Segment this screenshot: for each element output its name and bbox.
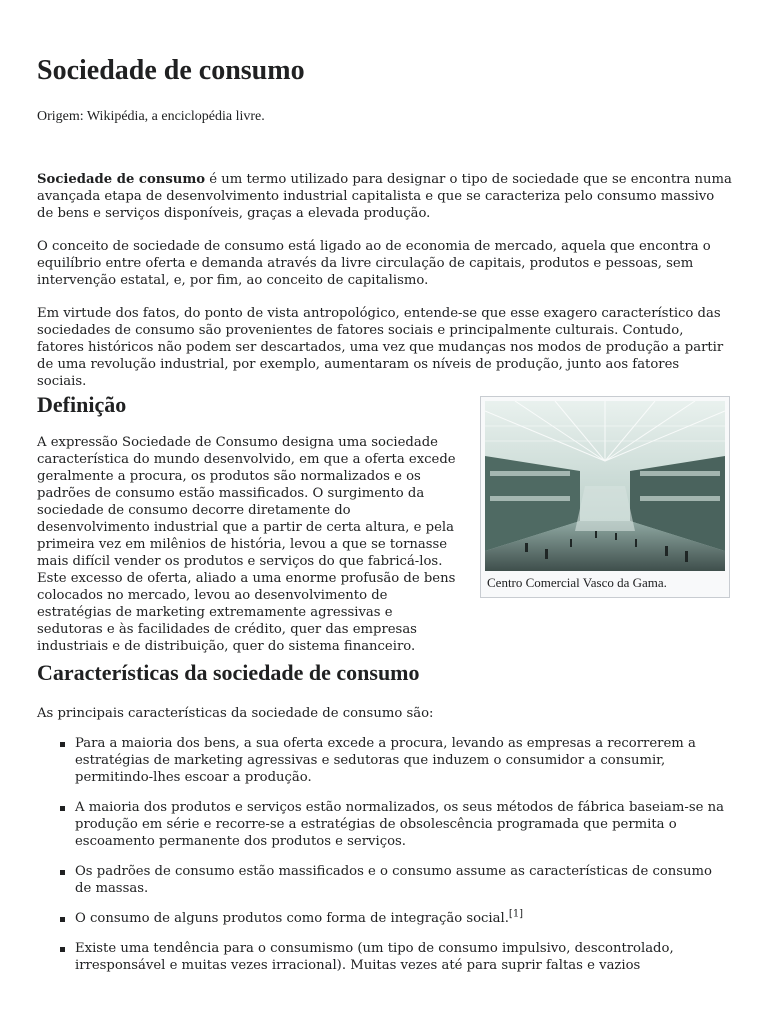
- figure-thumbnail: [480, 396, 730, 598]
- figure-caption: Centro Comercial Vasco da Gama.: [487, 575, 667, 590]
- reference-link[interactable]: [1]: [508, 908, 524, 920]
- caracteristicas-list: [37, 735, 732, 987]
- intro-paragraph-1: [37, 171, 732, 222]
- list-item: Os padrões de consumo estão massificados e o consumo assume as características de consumo de massas.: [75, 863, 732, 897]
- intro-paragraph-3: Em virtude dos fatos, do ponto de vista antropológico, entende-se que esse exagero característico das sociedades de consumo são provenientes de fatores sociais e principalmente culturais. Contudo, fatores históricos não podem ser descartados, uma vez que mudanças nos modos de produção a partir de uma revolução industrial, por exemplo, aumentaram os níveis de produção, junto aos fatores sociais.: [37, 306, 724, 389]
- definicao-paragraph: A expressão Sociedade de Consumo designa uma sociedade característica do mundo desenvolvido, em que a oferta excede geralmente a procura, os produtos são normalizados e os padrões de consumo estão massificados. O surgimento da sociedade de consumo decorre diretamente do desenvolvimento industrial que a partir de certa altura, e pela primeira vez em milênios de história, levou a que se tornasse mais difícil vender os produtos e serviços do que fabricá-los. Este excesso de oferta, aliado a uma enorme profusão de bens colocados no mercado, levou ao desenvolvimento de estratégias de marketing extremamente agressivas e sedutoras e às facilidades de crédito, quer das empresas industriais e de distribuição, quer do sistema financeiro.: [37, 435, 456, 654]
- page-title: Sociedade de consumo: [37, 55, 305, 86]
- caracteristicas-intro: As principais características da sociedade de consumo são:: [37, 706, 434, 721]
- list-item: Para a maioria dos bens, a sua oferta excede a procura, levando as empresas a recorrerem a estratégias de marketing agressivas e sedutoras que induzem o consumidor a consumir, permitindo-lhes escoar a produção.: [75, 735, 732, 786]
- intro-paragraph-2: O conceito de sociedade de consumo está ligado ao de economia de mercado, aquela que encontra o equilíbrio entre oferta e demanda através da livre circulação de capitais, produtos e pessoas, sem intervenção estatal, e, por fim, ao conceito de capitalismo.: [37, 239, 711, 288]
- section-heading-definicao: Definição: [37, 392, 127, 417]
- list-item: Existe uma tendência para o consumismo (um tipo de consumo impulsivo, descontrolado, irresponsável e muitas vezes irracional). Muitas vezes até para suprir faltas e vazios: [75, 940, 732, 974]
- list-item-text: O consumo de alguns produtos como forma de integração social.: [75, 911, 509, 926]
- intro-paragraph-1-text: é um termo utilizado para designar o tipo de sociedade que se encontra numa avançada etapa de desenvolvimento industrial capitalista e que se caracteriza pelo consumo massivo de bens e serviços disponíveis, graças a elevada produção.: [37, 172, 732, 221]
- intro-bold-term: Sociedade de consumo: [37, 172, 206, 187]
- shopping-mall-photo[interactable]: [485, 401, 725, 571]
- list-item: [75, 910, 732, 927]
- section-heading-caracteristicas: Características da sociedade de consumo: [37, 660, 420, 685]
- list-item: A maioria dos produtos e serviços estão normalizados, os seus métodos de fábrica baseiam-se na produção em série e recorre-se a estratégias de obsolescência programada que permita o escoamento permanente dos produtos e serviços.: [75, 799, 732, 850]
- site-subtitle: Origem: Wikipédia, a enciclopédia livre.: [37, 109, 265, 124]
